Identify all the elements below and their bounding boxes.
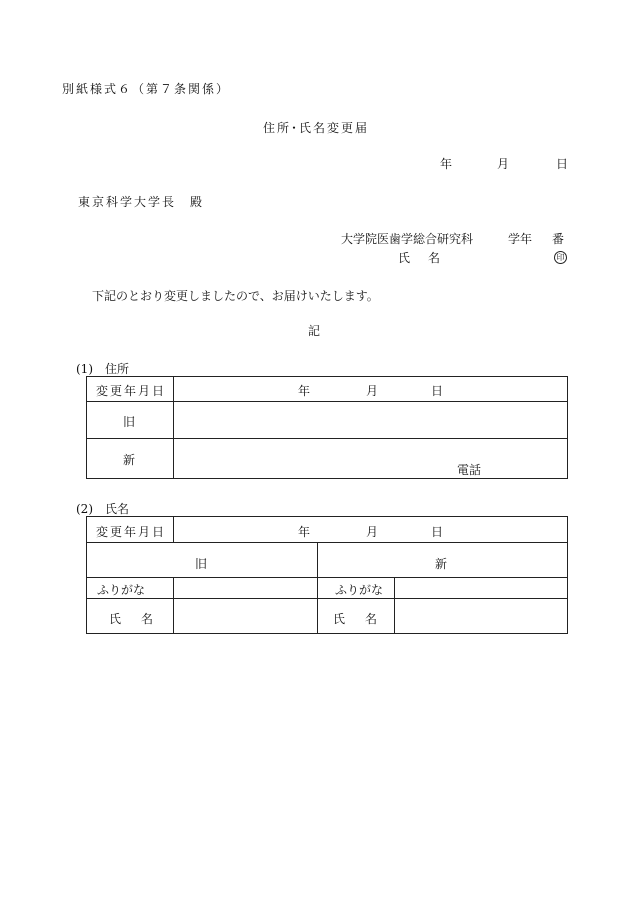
date-day-label: 日 — [556, 157, 569, 171]
addressee: 東京科学大学長 殿 — [78, 195, 205, 209]
form-number: 別紙様式６（第７条関係） — [62, 82, 231, 96]
section2-year-label: 年 — [298, 525, 311, 539]
date-year-label: 年 — [440, 157, 453, 171]
name-table-divider — [394, 577, 395, 633]
page-title: 住所･氏名変更届 — [263, 121, 370, 135]
furigana-old-label: ふりがな — [97, 583, 146, 597]
section2-heading: (2) 氏名 — [76, 502, 129, 516]
name-old-label-2: 名 — [141, 612, 154, 626]
name-table-divider — [317, 542, 318, 633]
applicant-name-label-2: 名 — [428, 251, 441, 265]
section1-day-label: 日 — [431, 384, 444, 398]
section1-change-date-label: 変更年月日 — [96, 384, 167, 398]
seal-mark: 印 — [554, 251, 567, 264]
address-table-divider — [173, 377, 174, 478]
applicant-affiliation: 大学院医歯学総合研究科 — [341, 232, 474, 246]
ki-label: 記 — [308, 324, 321, 338]
applicant-number-label: 番 — [552, 232, 565, 246]
section1-old-label: 旧 — [123, 415, 136, 429]
name-table-divider — [87, 542, 567, 543]
section1-year-label: 年 — [298, 384, 311, 398]
section1-new-label: 新 — [123, 453, 136, 467]
name-table-divider — [173, 577, 174, 633]
name-old-label-1: 氏 — [109, 612, 122, 626]
name-table-divider — [87, 598, 567, 599]
name-table-divider — [87, 577, 567, 578]
name-table — [86, 516, 568, 634]
section2-month-label: 月 — [366, 525, 379, 539]
name-table-divider — [173, 517, 174, 542]
body-text: 下記のとおり変更しましたので、お届けいたします。 — [92, 289, 379, 303]
section1-month-label: 月 — [366, 384, 379, 398]
applicant-grade-label: 学年 — [508, 232, 533, 246]
name-new-label-1: 氏 — [333, 612, 346, 626]
date-month-label: 月 — [497, 157, 510, 171]
section2-change-date-label: 変更年月日 — [96, 525, 167, 539]
address-table-divider — [87, 438, 567, 439]
applicant-name-label-1: 氏 — [398, 251, 411, 265]
section1-phone-label: 電話 — [457, 463, 482, 477]
name-new-label-2: 名 — [365, 612, 378, 626]
section2-new-label: 新 — [435, 557, 448, 571]
address-table-divider — [87, 401, 567, 402]
furigana-new-label: ふりがな — [335, 583, 384, 597]
section2-day-label: 日 — [431, 525, 444, 539]
section1-heading: (1) 住所 — [76, 362, 129, 376]
section2-old-label: 旧 — [195, 557, 208, 571]
address-table — [86, 376, 568, 479]
